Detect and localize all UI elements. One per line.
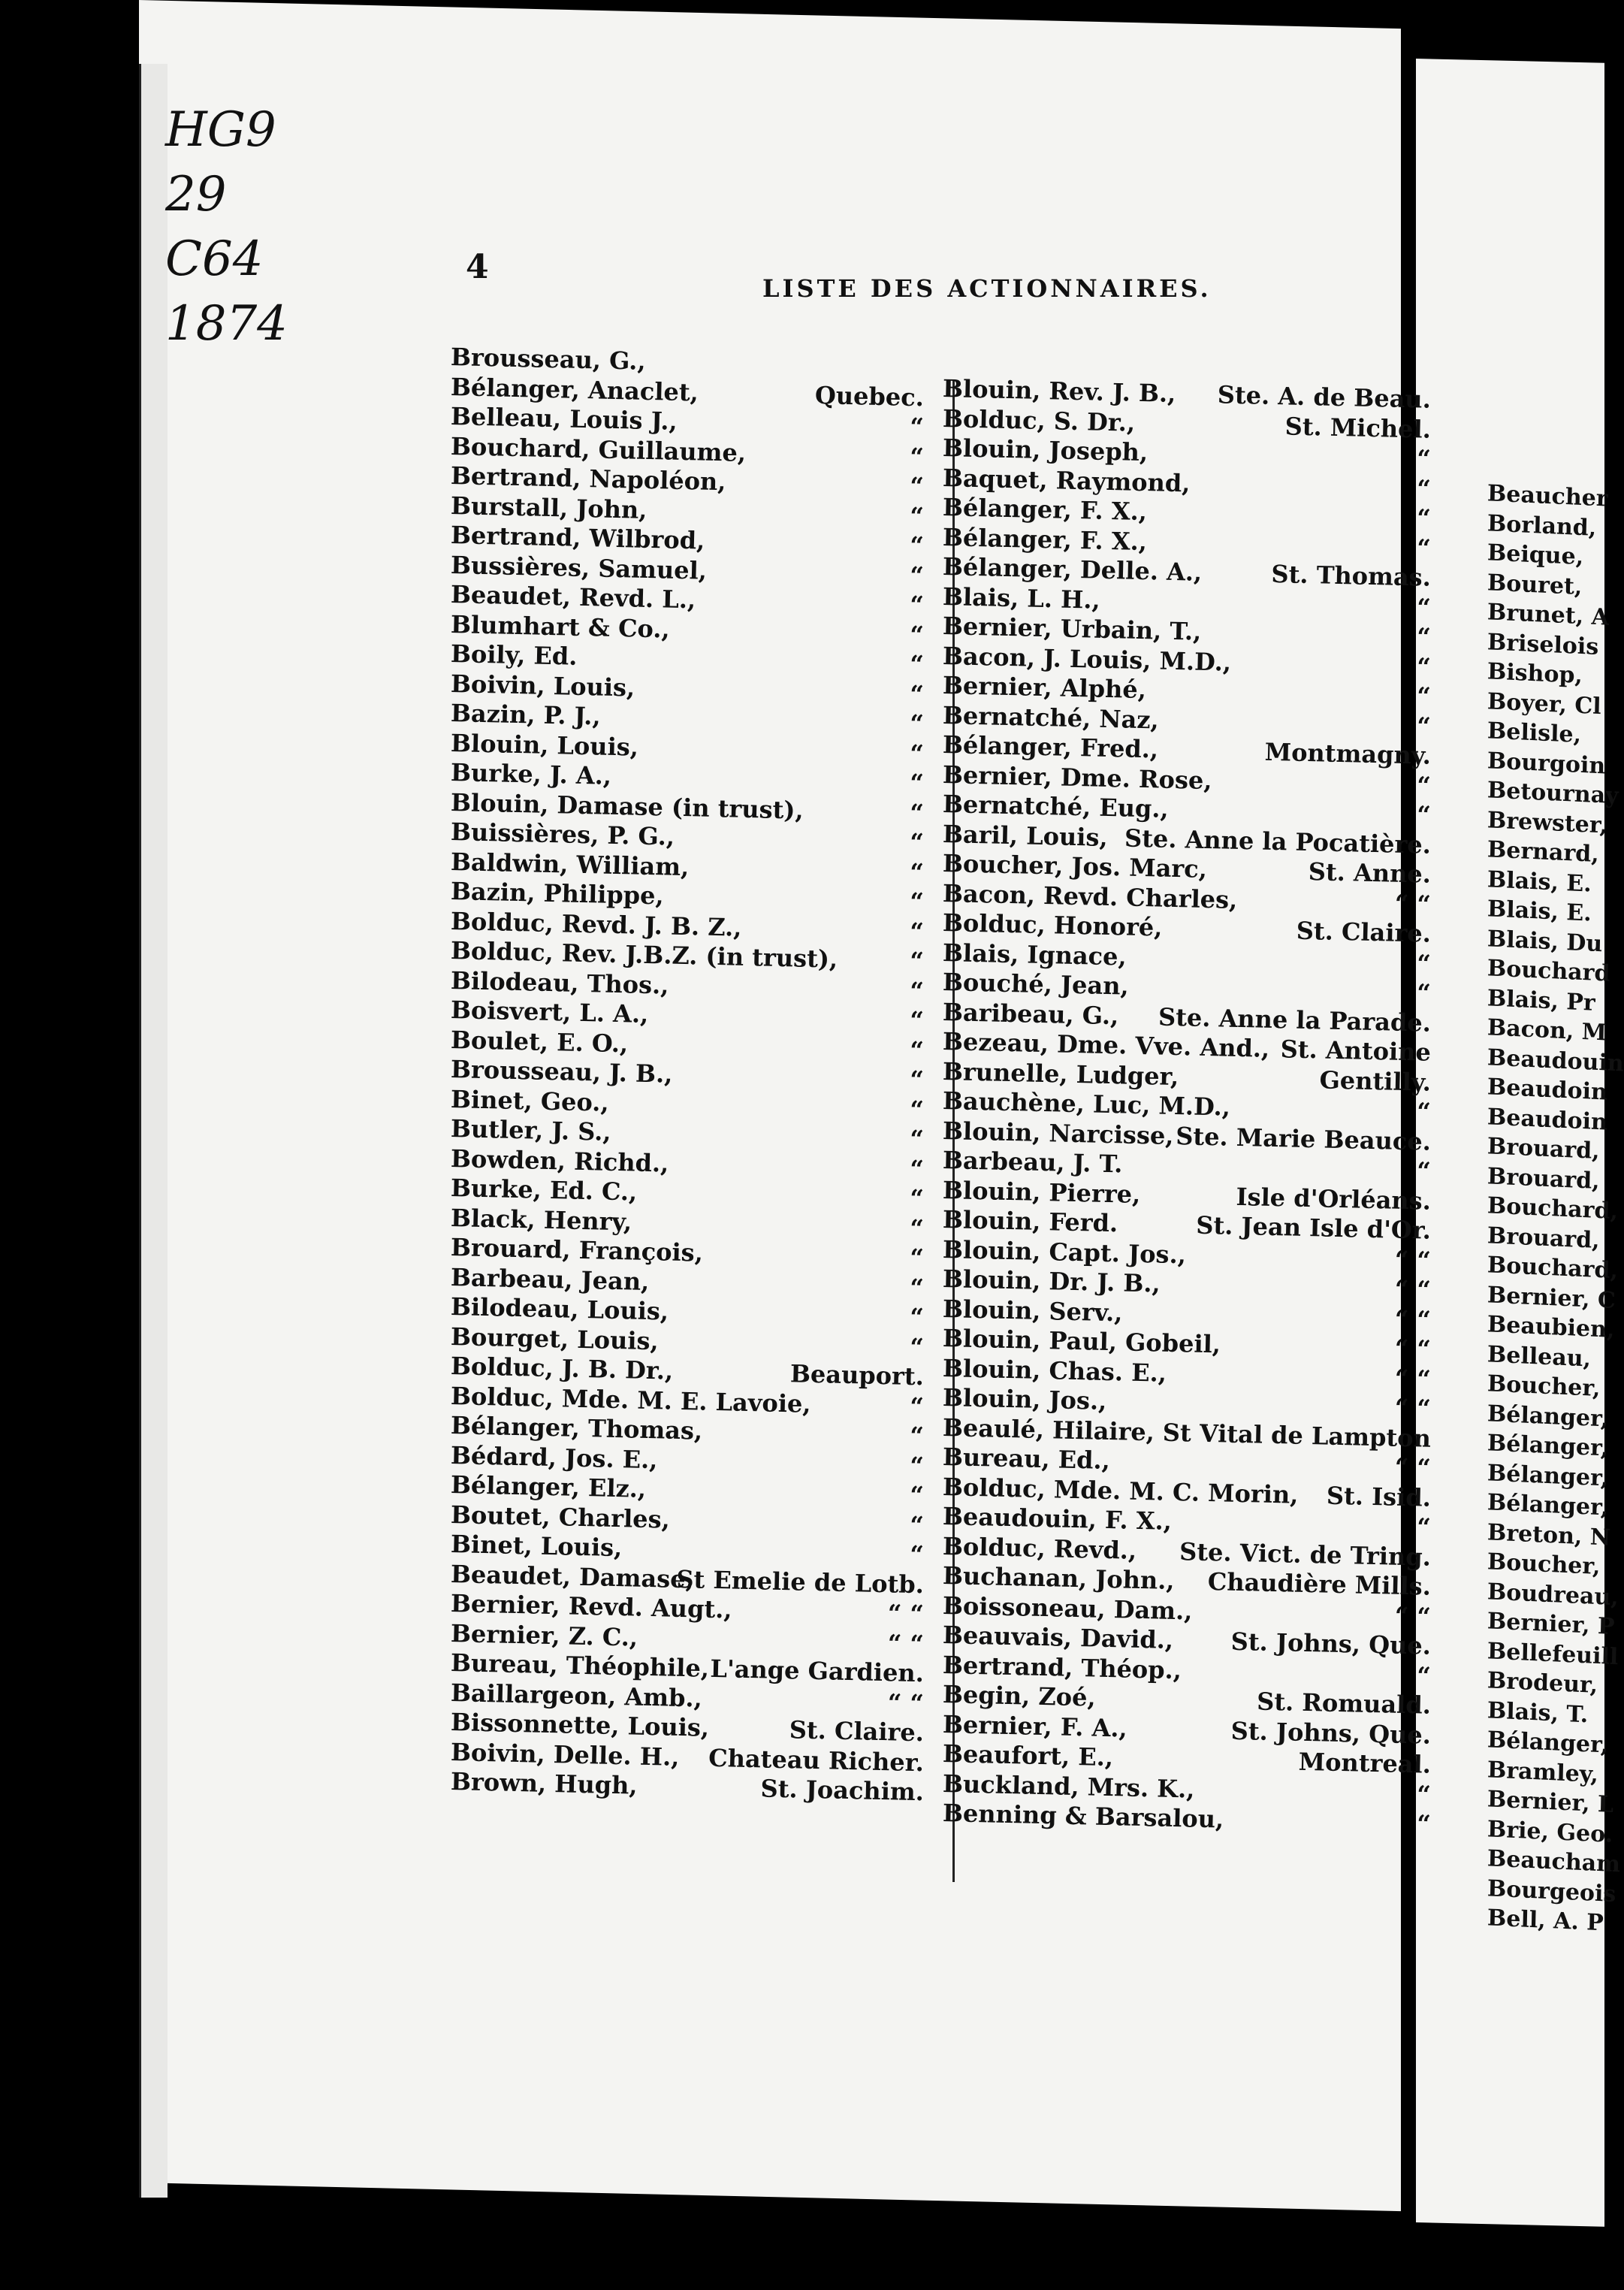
shareholder-place: Ste. Vict. de Tring. <box>1179 1536 1432 1572</box>
shareholder-place: “ “ <box>1394 1452 1432 1482</box>
shareholder-name: Bezeau, Dme. Vve. And., <box>942 1027 1270 1063</box>
shareholder-place: “ <box>909 708 925 739</box>
shareholder-place: “ <box>909 1065 925 1095</box>
shareholder-name: Blouin, Paul, Gobeil, <box>942 1324 1221 1359</box>
shareholder-name: Bolduc, J. B. Dr., <box>450 1352 674 1385</box>
shareholder-name: Brown, Hugh, <box>450 1767 638 1800</box>
shareholder-place: “ <box>1416 681 1432 711</box>
shareholder-place: “ <box>909 887 925 917</box>
shareholder-place: L'ange Gardien. <box>710 1654 925 1688</box>
shareholder-name: Burke, J. A., <box>450 758 612 790</box>
shareholder-name: Blouin, Damase (in trust), <box>450 787 804 825</box>
shareholder-name: Bouché, Jean, <box>942 968 1130 1001</box>
shareholder-place: “ <box>1416 1156 1432 1186</box>
next-page-name: Brodeur, <box>1487 1667 1598 1699</box>
next-page-name: Beaubien, <box>1487 1311 1615 1343</box>
shareholder-name: Bolduc, Rev. J.B.Z. (in trust), <box>450 936 838 974</box>
next-page-name: Betournay <box>1487 777 1619 810</box>
shareholder-place: St Emelie de Lotb. <box>676 1564 925 1599</box>
shareholder-place: “ <box>909 976 925 1005</box>
shareholder-place: St. Romuald. <box>1256 1687 1432 1720</box>
next-page-name: Blais, Pr <box>1487 984 1596 1017</box>
shareholder-name: Begin, Zoé, <box>942 1680 1097 1712</box>
shareholder-place: St Vital de Lampton <box>1162 1418 1432 1453</box>
shareholder-place: “ <box>909 1095 925 1124</box>
shareholder-place: “ <box>909 798 925 827</box>
next-page-name: Bélanger, <box>1487 1459 1609 1492</box>
shareholder-name: Bernier, F. A., <box>942 1709 1128 1743</box>
shareholder-name: Bolduc, Mde. M. E. Lavoie, <box>450 1381 811 1418</box>
shareholder-name: Boily, Ed. <box>450 639 578 671</box>
next-page-name: Bernier, C <box>1487 1281 1616 1314</box>
shareholder-place: Montreal. <box>1298 1747 1432 1779</box>
shareholder-place: Ste. Anne la Parade. <box>1158 1002 1432 1038</box>
next-page-name: Bouchard, <box>1487 1192 1619 1225</box>
next-page-name: Belleau, <box>1487 1340 1592 1373</box>
shareholder-place: “ <box>909 946 925 976</box>
page-edge <box>139 64 168 2198</box>
margin-line: HG9 <box>165 102 276 158</box>
shareholder-name: Bussières, Samuel, <box>450 550 708 585</box>
shareholder-place: “ <box>909 620 925 649</box>
shareholder-name: Bolduc, S. Dr., <box>942 403 1136 437</box>
page-number: 4 <box>466 248 489 286</box>
shareholder-place: “ <box>1416 711 1432 741</box>
shareholder-place: “ <box>1416 1097 1432 1126</box>
shareholder-place: “ <box>909 501 925 530</box>
shareholder-place: St. Isid. <box>1326 1481 1432 1512</box>
shareholder-name: Boivin, Louis, <box>450 669 635 702</box>
shareholder-name: Bilodeau, Thos., <box>450 965 669 1000</box>
shareholder-name: Barbeau, Jean, <box>450 1262 650 1296</box>
shareholder-name: Bertrand, Théop., <box>942 1650 1182 1684</box>
shareholder-name: Benning & Barsalou, <box>942 1799 1224 1834</box>
shareholder-name: Bernier, Alphé, <box>942 671 1147 705</box>
shareholder-name: Brunelle, Ludger, <box>942 1056 1179 1091</box>
shareholder-name: Bernier, Urbain, T., <box>942 612 1202 646</box>
shareholder-place: “ <box>909 1035 925 1065</box>
next-page-name: Bramley, <box>1487 1756 1599 1788</box>
shareholder-name: Beaudouin, F. X., <box>942 1502 1173 1536</box>
shareholder-place: St. Anne. <box>1308 857 1432 889</box>
shareholder-name: Bernier, Revd. Augt., <box>450 1589 732 1624</box>
shareholder-name: Bertrand, Wilbrod, <box>450 521 705 555</box>
shareholder-place: “ <box>909 917 925 946</box>
shareholder-place: Quebec. <box>814 380 925 412</box>
shareholder-place: “ <box>909 590 925 620</box>
shareholder-name: Brousseau, J. B., <box>450 1055 673 1089</box>
shareholder-place: “ <box>909 1332 925 1361</box>
shareholder-name: Beaufort, E., <box>942 1739 1114 1772</box>
shareholder-name: Blouin, Capt. Jos., <box>942 1234 1187 1269</box>
shareholder-place: St. Claire. <box>789 1715 925 1748</box>
shareholder-name: Bourget, Louis, <box>450 1322 660 1355</box>
shareholder-column-2 <box>942 373 1438 1838</box>
shareholder-name: Blouin, Chas. E., <box>942 1353 1167 1388</box>
shareholder-place: “ “ <box>1394 1364 1432 1394</box>
shareholder-name: Blouin, Narcisse, <box>942 1116 1174 1150</box>
shareholder-place: “ <box>1416 651 1432 681</box>
next-page-name: Boyer, Cl <box>1487 687 1602 720</box>
shareholder-place: Gentilly. <box>1319 1065 1432 1097</box>
shareholder-place: “ <box>1416 1512 1432 1542</box>
shareholder-name: Buckland, Mrs. K., <box>942 1769 1195 1804</box>
shareholder-name: Bacon, Revd. Charles, <box>942 878 1238 914</box>
next-page-name: Belisle, <box>1487 718 1582 748</box>
shareholder-place: “ <box>909 679 925 708</box>
shareholder-name: Belleau, Louis J., <box>450 402 678 436</box>
shareholder-place: “ <box>909 739 925 768</box>
shareholder-name: Baillargeon, Amb., <box>450 1678 703 1713</box>
next-page-name: Blais, Du <box>1487 925 1603 957</box>
shareholder-place: “ “ <box>1394 1304 1432 1334</box>
shareholder-place: Ste. Marie Beauce. <box>1175 1121 1432 1156</box>
shareholder-name: Boulet, E. O., <box>450 1025 629 1058</box>
next-page-name: Bouchard <box>1487 955 1610 987</box>
shareholder-name: Bilodeau, Louis, <box>450 1292 669 1326</box>
next-page-name: Bell, A. P <box>1487 1905 1604 1937</box>
shareholder-name: Bureau, Ed., <box>942 1443 1111 1476</box>
shareholder-place: St. Antoine <box>1280 1035 1432 1067</box>
shareholder-place: Beauport. <box>789 1359 925 1391</box>
shareholder-name: Blouin, Ferd. <box>942 1205 1118 1238</box>
shareholder-name: Bolduc, Revd. J. B. Z., <box>450 906 742 942</box>
shareholder-name: Boisvert, L. A., <box>450 995 649 1029</box>
shareholder-name: Bertrand, Napoléon, <box>450 461 726 497</box>
next-page-name: Beaudoin <box>1487 1074 1608 1106</box>
shareholder-place: “ <box>909 1302 925 1332</box>
shareholder-place: St. Johns, Que. <box>1230 1627 1432 1660</box>
shareholder-name: Buissières, P. G., <box>450 817 675 851</box>
next-page-name: Bélanger, <box>1487 1400 1609 1433</box>
shareholder-name: Bauchène, Luc, M.D., <box>942 1086 1231 1122</box>
margin-handwriting <box>165 98 293 356</box>
shareholder-name: Bernier, Dme. Rose, <box>942 760 1212 795</box>
next-page-name: Boucher, <box>1487 1370 1601 1403</box>
shareholder-name: Bolduc, Revd., <box>942 1531 1137 1565</box>
shareholder-place: “ <box>909 1391 925 1421</box>
shareholder-name: Bissonnette, Louis, <box>450 1708 710 1742</box>
shareholder-name: Baquet, Raymond, <box>942 463 1191 497</box>
shareholder-place: “ <box>909 412 925 442</box>
shareholder-name: Bédard, Jos. E., <box>450 1440 658 1474</box>
next-page-name: Bélanger, <box>1487 1430 1609 1462</box>
next-page-name: Bellefeuill <box>1487 1637 1619 1670</box>
shareholder-place: Ste. A. de Beau. <box>1217 380 1432 414</box>
shareholder-place: “ <box>909 857 925 887</box>
next-page-name: Brunet, A <box>1487 599 1610 631</box>
next-page-name: Bélanger, <box>1487 1727 1609 1759</box>
margin-line: 29 <box>165 167 227 222</box>
shareholder-place: “ <box>909 1510 925 1539</box>
shareholder-place: “ “ <box>1394 1245 1432 1275</box>
shareholder-name: Burstall, John, <box>450 491 647 524</box>
shareholder-name: Bélanger, Thomas, <box>450 1411 703 1446</box>
shareholder-name: Baribeau, G., <box>942 997 1119 1030</box>
shareholder-name: Boutet, Charles, <box>450 1500 671 1534</box>
next-page-name: Brie, Geo. <box>1487 1815 1613 1848</box>
shareholder-place: “ <box>1416 622 1432 651</box>
shareholder-name: Bélanger, Delle. A., <box>942 552 1203 587</box>
shareholder-place: “ <box>1416 978 1432 1008</box>
shareholder-place: Chateau Richer. <box>708 1743 925 1777</box>
shareholder-name: Blouin, Joseph, <box>942 434 1149 467</box>
shareholder-place: “ <box>1416 770 1432 800</box>
next-page-name: Bernier, P <box>1487 1608 1615 1640</box>
shareholder-name: Bacon, J. Louis, M.D., <box>942 641 1232 677</box>
shareholder-name: Binet, Louis, <box>450 1530 623 1563</box>
next-page-name: Brewster, <box>1487 806 1608 839</box>
shareholder-place: “ <box>909 530 925 560</box>
shareholder-name: Binet, Geo., <box>450 1084 610 1117</box>
shareholder-place: “ “ <box>887 1628 925 1658</box>
shareholder-name: Bolduc, Honoré, <box>942 908 1163 942</box>
shareholder-place: “ “ <box>887 1687 925 1718</box>
next-page-column <box>1416 476 1624 1937</box>
next-page-name: Bernier, L <box>1487 1786 1614 1818</box>
next-page-name: Breton, N <box>1487 1518 1611 1551</box>
shareholder-name: Bélanger, Fred., <box>942 730 1159 764</box>
shareholder-name: Bouchard, Guillaume, <box>450 431 747 467</box>
shareholder-place: St. Johns, Que. <box>1230 1716 1432 1750</box>
next-page-name: Beaucham <box>1487 1845 1621 1878</box>
shareholder-name: Blouin, Louis, <box>450 728 639 762</box>
shareholder-name: Bowden, Richd., <box>450 1143 669 1178</box>
shareholder-name: Bazin, P. J., <box>450 699 602 731</box>
next-page-name: Blais, T. <box>1487 1696 1589 1728</box>
shareholder-place: “ <box>1416 503 1432 533</box>
next-page-name: Bishop, <box>1487 658 1583 690</box>
next-page-name: Beaudouin <box>1487 1044 1624 1077</box>
shareholder-place: Ste. Anne la Pocatière. <box>1124 823 1432 860</box>
shareholder-place: “ “ <box>1394 1334 1432 1364</box>
margin-line: 1874 <box>165 296 288 352</box>
shareholder-place: “ <box>909 1213 925 1243</box>
shareholder-place: “ <box>909 1243 925 1273</box>
shareholder-name: Baldwin, William, <box>450 847 690 881</box>
shareholder-name: Blumhart & Co., <box>450 609 671 644</box>
shareholder-place: “ <box>909 827 925 857</box>
shareholder-name: Bélanger, F. X., <box>942 493 1148 527</box>
shareholder-place: “ “ <box>1394 1274 1432 1304</box>
shareholder-name: Beauvais, David., <box>942 1621 1174 1654</box>
shareholder-name: Brousseau, G., <box>450 343 647 376</box>
next-page-name: Bourgeois <box>1487 1875 1616 1908</box>
shareholder-name: Bolduc, Mde. M. C. Morin, <box>942 1472 1299 1509</box>
next-page-name: Boudreau, <box>1487 1578 1619 1611</box>
next-page-name: Brouard, <box>1487 1162 1600 1195</box>
next-page-name: Bacon, M <box>1487 1014 1607 1047</box>
next-page-name: Bernard, <box>1487 836 1600 869</box>
shareholder-name: Bazin, Philippe, <box>450 877 665 911</box>
shareholder-column-1 <box>450 342 931 1807</box>
shareholder-name: Blouin, Rev. J. B., <box>942 374 1176 409</box>
shareholder-name: Bureau, Théophile, <box>450 1648 710 1683</box>
shareholder-name: Bélanger, F. X., <box>942 522 1148 556</box>
shareholder-name: Blouin, Dr. J. B., <box>942 1264 1161 1298</box>
shareholder-name: Boissoneau, Dam., <box>942 1591 1193 1626</box>
shareholder-name: Bélanger, Anaclet, <box>450 372 699 406</box>
shareholder-place: “ <box>909 649 925 679</box>
next-page-name: Boucher, <box>1487 1548 1601 1581</box>
next-page-name: Blais, E. <box>1487 866 1592 898</box>
shareholder-place: “ <box>909 560 925 590</box>
margin-line: C64 <box>165 231 264 287</box>
shareholder-place: “ <box>1416 948 1432 978</box>
shareholder-place: “ “ <box>1394 1601 1432 1631</box>
shareholder-place: “ <box>909 1480 925 1510</box>
shareholder-place: “ <box>909 442 925 471</box>
shareholder-name: Blais, L. H., <box>942 582 1101 615</box>
shareholder-place: “ <box>909 1154 925 1183</box>
shareholder-name: Beaudet, Revd. L., <box>450 580 696 615</box>
next-page-name: Beaudoin <box>1487 1103 1608 1136</box>
shareholder-place: St. Michel. <box>1284 411 1432 444</box>
next-page-name: Beaucher <box>1487 480 1609 512</box>
shareholder-place: Montmagny. <box>1264 737 1432 770</box>
shareholder-place: “ <box>909 1451 925 1480</box>
shareholder-name: Beaulé, Hilaire, <box>942 1412 1155 1446</box>
next-page-name: Bouret, <box>1487 569 1583 600</box>
shareholder-place: “ <box>909 1005 925 1035</box>
shareholder-name: Black, Henry, <box>450 1203 632 1236</box>
shareholder-place: “ <box>909 471 925 501</box>
next-page-name: Beique, <box>1487 539 1584 571</box>
shareholder-place: “ <box>1416 1809 1432 1838</box>
shareholder-place: “ <box>1416 1779 1432 1809</box>
next-page-name: Blais, E. <box>1487 896 1592 927</box>
shareholder-name: Blouin, Pierre, <box>942 1175 1141 1209</box>
shareholder-place: “ “ <box>1394 1393 1432 1423</box>
shareholder-name: Boucher, Jos. Marc, <box>942 849 1208 884</box>
shareholder-name: Blouin, Jos., <box>942 1383 1107 1415</box>
shareholder-place: “ <box>909 1421 925 1451</box>
shareholder-name: Boivin, Delle. H., <box>450 1737 680 1772</box>
shareholder-place: “ “ <box>887 1599 925 1629</box>
next-page-name: Brouard, <box>1487 1133 1600 1165</box>
shareholder-name: Bernier, Z. C., <box>450 1618 638 1652</box>
shareholder-place: “ <box>909 1124 925 1154</box>
shareholder-name: Bernatché, Eug., <box>942 790 1170 823</box>
shareholder-name: Beaudet, Damase, <box>450 1559 695 1594</box>
shareholder-name: Baril, Louis, <box>942 819 1109 852</box>
shareholder-name: Burke, Ed. C., <box>450 1174 638 1207</box>
shareholder-name: Butler, J. S., <box>450 1114 611 1147</box>
next-page-name: Borland, <box>1487 509 1597 542</box>
shareholder-place: “ <box>1416 533 1432 563</box>
shareholder-place: Isle d'Orléans. <box>1236 1182 1432 1216</box>
shareholder-place: “ “ <box>1394 889 1432 919</box>
shareholder-place: “ <box>909 1273 925 1302</box>
shareholder-name: Buchanan, John., <box>942 1561 1175 1595</box>
shareholder-place: Chaudière Mills. <box>1207 1567 1432 1601</box>
shareholder-name: Blais, Ignace, <box>942 938 1127 971</box>
next-page-name: Bourgoin <box>1487 747 1606 779</box>
next-page-name: Briselois <box>1487 628 1599 660</box>
shareholder-place: St. Joachim. <box>760 1774 925 1807</box>
shareholder-name: Barbeau, J. T. <box>942 1146 1123 1179</box>
next-page <box>1416 59 1624 2227</box>
page-heading: LISTE DES ACTIONNAIRES. <box>762 274 1212 303</box>
shareholder-place: St. Thomas. <box>1271 559 1432 592</box>
shareholder-name: Brouard, François, <box>450 1233 704 1267</box>
shareholder-place: “ <box>909 768 925 798</box>
shareholder-place: St. Claire. <box>1296 916 1432 948</box>
shareholder-place: “ <box>1416 473 1432 503</box>
shareholder-name: Blouin, Serv., <box>942 1294 1123 1327</box>
next-page-name: Bouchard, <box>1487 1252 1619 1285</box>
next-page-name: Bélanger, <box>1487 1489 1609 1521</box>
shareholder-place: “ <box>1416 444 1432 473</box>
shareholder-name: Bélanger, Elz., <box>450 1470 647 1503</box>
shareholder-place: “ <box>1416 1660 1432 1690</box>
shareholder-place: “ <box>909 1183 925 1213</box>
shareholder-place: “ <box>1416 800 1432 829</box>
shareholder-name: Bernatché, Naz, <box>942 700 1160 735</box>
next-page-name: Brouard, <box>1487 1222 1600 1254</box>
shareholder-place: “ <box>1416 592 1432 622</box>
shareholder-place: “ <box>909 1539 925 1569</box>
shareholder-place: St. Jean Isle d'Or. <box>1195 1210 1432 1245</box>
